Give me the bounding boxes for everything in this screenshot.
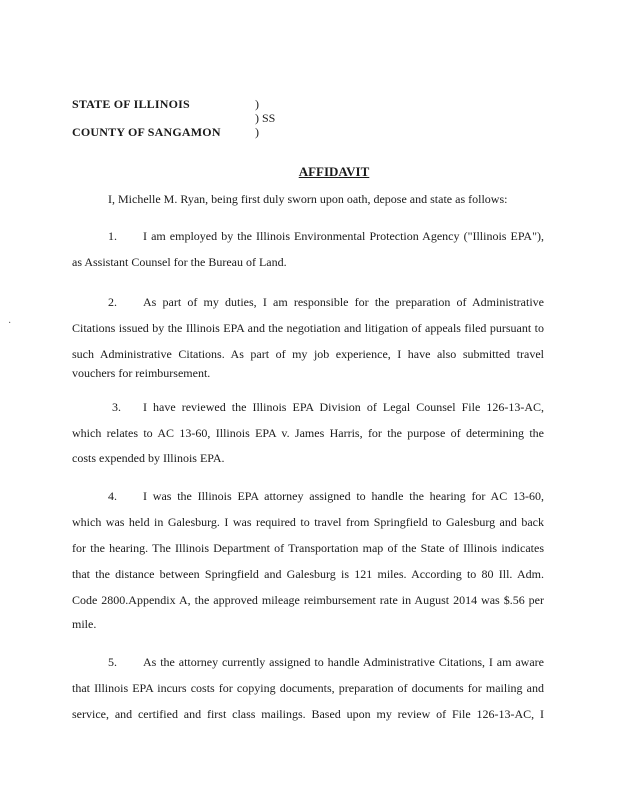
para-1-line-1: I am employed by the Illinois Environmental Protection Agency ("Illinois EPA"),: [143, 229, 544, 243]
caption-bracket-3: ): [255, 125, 259, 139]
caption-bracket-1: ): [255, 97, 259, 111]
para-2-line-4: vouchers for reimbursement.: [72, 366, 211, 380]
para-2-line-2: Citations issued by the Illinois EPA and the negotiation and litigation of appeals filed pursuant to: [72, 321, 544, 335]
para-2-line-3: such Administrative Citations. As part of my job experience, I have also submitted travel: [72, 347, 544, 361]
para-3-line-2: which relates to AC 13-60, Illinois EPA v. James Harris, for the purpose of determining the: [72, 426, 544, 440]
document-title: AFFIDAVIT: [298, 164, 370, 179]
para-3-line-1: I have reviewed the Illinois EPA Division of Legal Counsel File 126-13-AC,: [143, 400, 544, 414]
para-1-number: 1.: [108, 229, 117, 243]
para-4-line-4: that the distance between Springfield and Galesburg is 121 miles. According to 80 Ill. Adm.: [72, 567, 544, 581]
para-4-line-6: mile.: [72, 617, 97, 631]
caption-state: STATE OF ILLINOIS: [72, 97, 190, 111]
para-5-line-3: service, and certified and first class mailings. Based upon my review of File 126-13-AC, I: [72, 707, 544, 721]
para-5-line-2: that Illinois EPA incurs costs for copying documents, preparation of documents for mailing and: [72, 681, 544, 695]
caption-bracket-ss: ) SS: [255, 111, 276, 125]
para-2-line-1: As part of my duties, I am responsible for the preparation of Administrative: [143, 295, 544, 309]
para-2-number: 2.: [108, 295, 117, 309]
para-3-number: 3.: [112, 400, 121, 414]
para-3-line-3: costs expended by Illinois EPA.: [72, 451, 225, 465]
para-4-number: 4.: [108, 489, 117, 503]
para-4-line-5: Code 2800.Appendix A, the approved mileage reimbursement rate in August 2014 was $.56 per: [72, 593, 544, 607]
para-5-number: 5.: [108, 655, 117, 669]
caption-county: COUNTY OF SANGAMON: [72, 125, 221, 139]
para-1-line-2: as Assistant Counsel for the Bureau of Land.: [72, 255, 287, 269]
intro-line: I, Michelle M. Ryan, being first duly sworn upon oath, depose and state as follows:: [108, 192, 508, 206]
para-4-line-3: for the hearing. The Illinois Department of Transportation map of the State of Illinois indicates: [72, 541, 544, 555]
margin-mark: ·: [8, 318, 12, 329]
para-4-line-1: I was the Illinois EPA attorney assigned to handle the hearing for AC 13-60,: [143, 489, 544, 503]
para-5-line-1: As the attorney currently assigned to handle Administrative Citations, I am aware: [143, 655, 544, 669]
para-4-line-2: which was held in Galesburg. I was required to travel from Springfield to Galesburg and back: [72, 515, 544, 529]
